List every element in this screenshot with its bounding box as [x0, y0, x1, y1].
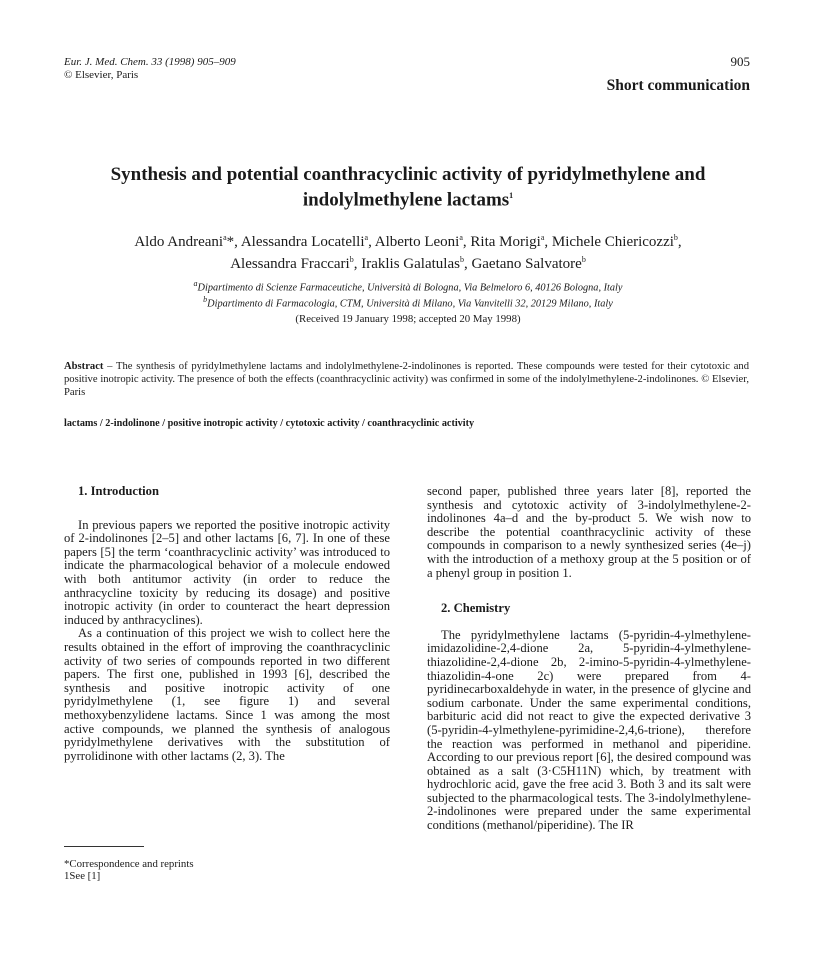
right-paragraph-1: second paper, published three years later [8], reported the synthesis and cytotoxic activity of 3-indolylmethylene-2-indolinones 4a–d and the by-product 5. We wish now to describe the potential coanthracyclinic activity of these compounds in comparison to a newly synthesized series (4e–j) with the introduction of a methoxy group at the 5 position or of a phenyl group in position 1. — [427, 484, 751, 580]
author-separator: , — [462, 234, 467, 250]
author-affiliation-mark: b — [673, 233, 678, 242]
author-name: Iraklis Galatulas — [361, 256, 460, 272]
author-name: Alessandra Fraccari — [230, 256, 350, 272]
author-separator: , — [368, 234, 372, 250]
intro-heading: 1. Introduction — [78, 484, 159, 498]
footnote-divider — [64, 846, 144, 847]
chemistry-heading: 2. Chemistry — [441, 601, 511, 616]
author-name: Aldo Andreani — [134, 234, 224, 250]
author-separator: , — [353, 256, 358, 272]
author-list — [60, 229, 756, 273]
author-separator: *, — [226, 234, 238, 250]
author-affiliation-mark: a — [223, 233, 227, 242]
left-column — [64, 485, 390, 763]
affiliations — [60, 278, 756, 310]
author-name: Alberto Leoni — [374, 234, 460, 250]
publisher: © Elsevier, Paris — [64, 69, 139, 81]
footnotes — [64, 858, 194, 882]
author-separator: , — [544, 234, 549, 250]
right-column — [427, 485, 751, 833]
affiliation-b: $^b$Dipartimento di Farmacologia, CTM, Università di Milano, Via Vanvitelli 32, 20129 Milano, Italy — [203, 294, 613, 310]
author-affiliation-mark: b — [349, 255, 354, 264]
abstract-text: – The synthesis of pyridylmethylene lactams and indolylmethylene-2-indolinones is reported. These compounds were tested for their cytotoxic and positive inotropic activity. The presence of both the effects (coanthracyclinic activity) was confirmed in some of the indolylmethylene-2-indolinones. © Elsevier, Paris — [64, 361, 749, 398]
author-line-1 — [60, 229, 756, 251]
author-affiliation-mark: b — [459, 255, 464, 264]
abstract-label: Abstract — [64, 361, 104, 372]
paper-title — [60, 164, 756, 210]
author-affiliation-mark: b — [581, 255, 586, 264]
author-name: Rita Morigi — [470, 234, 541, 250]
author-line-2 — [60, 251, 756, 273]
author-affiliation-mark: a — [459, 233, 463, 242]
page-number: 905 — [730, 54, 750, 69]
title-line-1: Synthesis and potential coanthracyclinic activity of pyridylmethylene and — [110, 164, 706, 185]
title-footnote-mark: 1 — [509, 191, 514, 200]
journal-reference: Eur. J. Med. Chem. 33 (1998) 905–909 — [64, 56, 236, 68]
intro-paragraph-2: As a continuation of this project we wish to collect here the results obtained in the effort of improving the coanthracyclinic activity of two series of compounds reported in two different papers. The first one, published in 1993 [6], described the synthesis and positive inotropic activity of one pyridylmethylene (1, see figure 1) and several methoxybenzylidene lactams. Since 1 was among the most active compounds, we planned the synthesis of analogous pyridylmethylene derivatives with the substitution of pyrrolidinone with other lactams (2, 3). The — [64, 626, 390, 763]
abstract — [64, 360, 749, 399]
author-name: Gaetano Salvatore — [471, 256, 582, 272]
author-name: Alessandra Locatelli — [240, 234, 365, 250]
journal-citation — [64, 56, 236, 82]
author-affiliation-mark: a — [540, 233, 545, 242]
author-name: Michele Chiericozzi — [551, 234, 674, 250]
footnote-correspondence: *Correspondence and reprints — [64, 858, 194, 870]
keywords: lactams / 2-indolinone / positive inotropic activity / cytotoxic activity / coanthracyclinic activity — [64, 418, 475, 429]
chemistry-paragraph-1: The pyridylmethylene lactams (5-pyridin-4-ylmethylene-imidazolidine-2,4-dione 2a, 5-pyridin-4-ylmethylene-thiazolidine-2,4-dione 2b, 2-imino-5-pyridin-4-ylmethylene-thiazolidin-4-one 2c) were prepared from 4-pyridinecarboxaldehyde in water, in the presence of glycine and sodium carbonate. Under the same experimental conditions, barbituric acid did not react to give the expected derivative 3 (5-pyridin-4-ylmethylene-pyrimidine-2,4,6-trione), therefore the reaction was performed in methanol and piperidine. According to our previous report [6], the desired compound was obtained as a salt (3·C5H11N) which, by treatment with hydrochloric acid, gave the free acid 3. Both 3 and its salt were subjected to the pharmacological tests. The 3-indolylmethylene-2-indolinones were prepared under the same experimental conditions (methanol/piperidine). The IR — [427, 627, 751, 833]
author-separator: , — [463, 256, 468, 272]
footnote-see: 1See [1] — [64, 870, 101, 882]
title-line-2: indolylmethylene lactams$^1$ — [302, 189, 514, 211]
author-separator: , — [677, 234, 682, 250]
article-type: Short communication — [606, 77, 750, 94]
author-affiliation-mark: a — [364, 233, 369, 242]
received-dates: (Received 19 January 1998; accepted 20 May 1998) — [295, 313, 521, 325]
affiliation-a: $^a$Dipartimento di Scienze Farmaceutiche, Università di Bologna, Via Belmeloro 6, 40126 Bologna, Italy — [193, 279, 623, 294]
intro-paragraph-1: In previous papers we reported the positive inotropic activity of 2-indolinones [2–5] and other lactams [6, 7]. In one of these papers [5] the term ‘coanthracyclinic activity’ was introduced to indicate the pharmacological behavior of a molecule endowed with both antitumor activity (in order to reduce the anthracycline toxicity by reducing its dosage) and positive inotropic activity (in order to counteract the heart depression induced by anthracyclines). — [64, 517, 390, 627]
